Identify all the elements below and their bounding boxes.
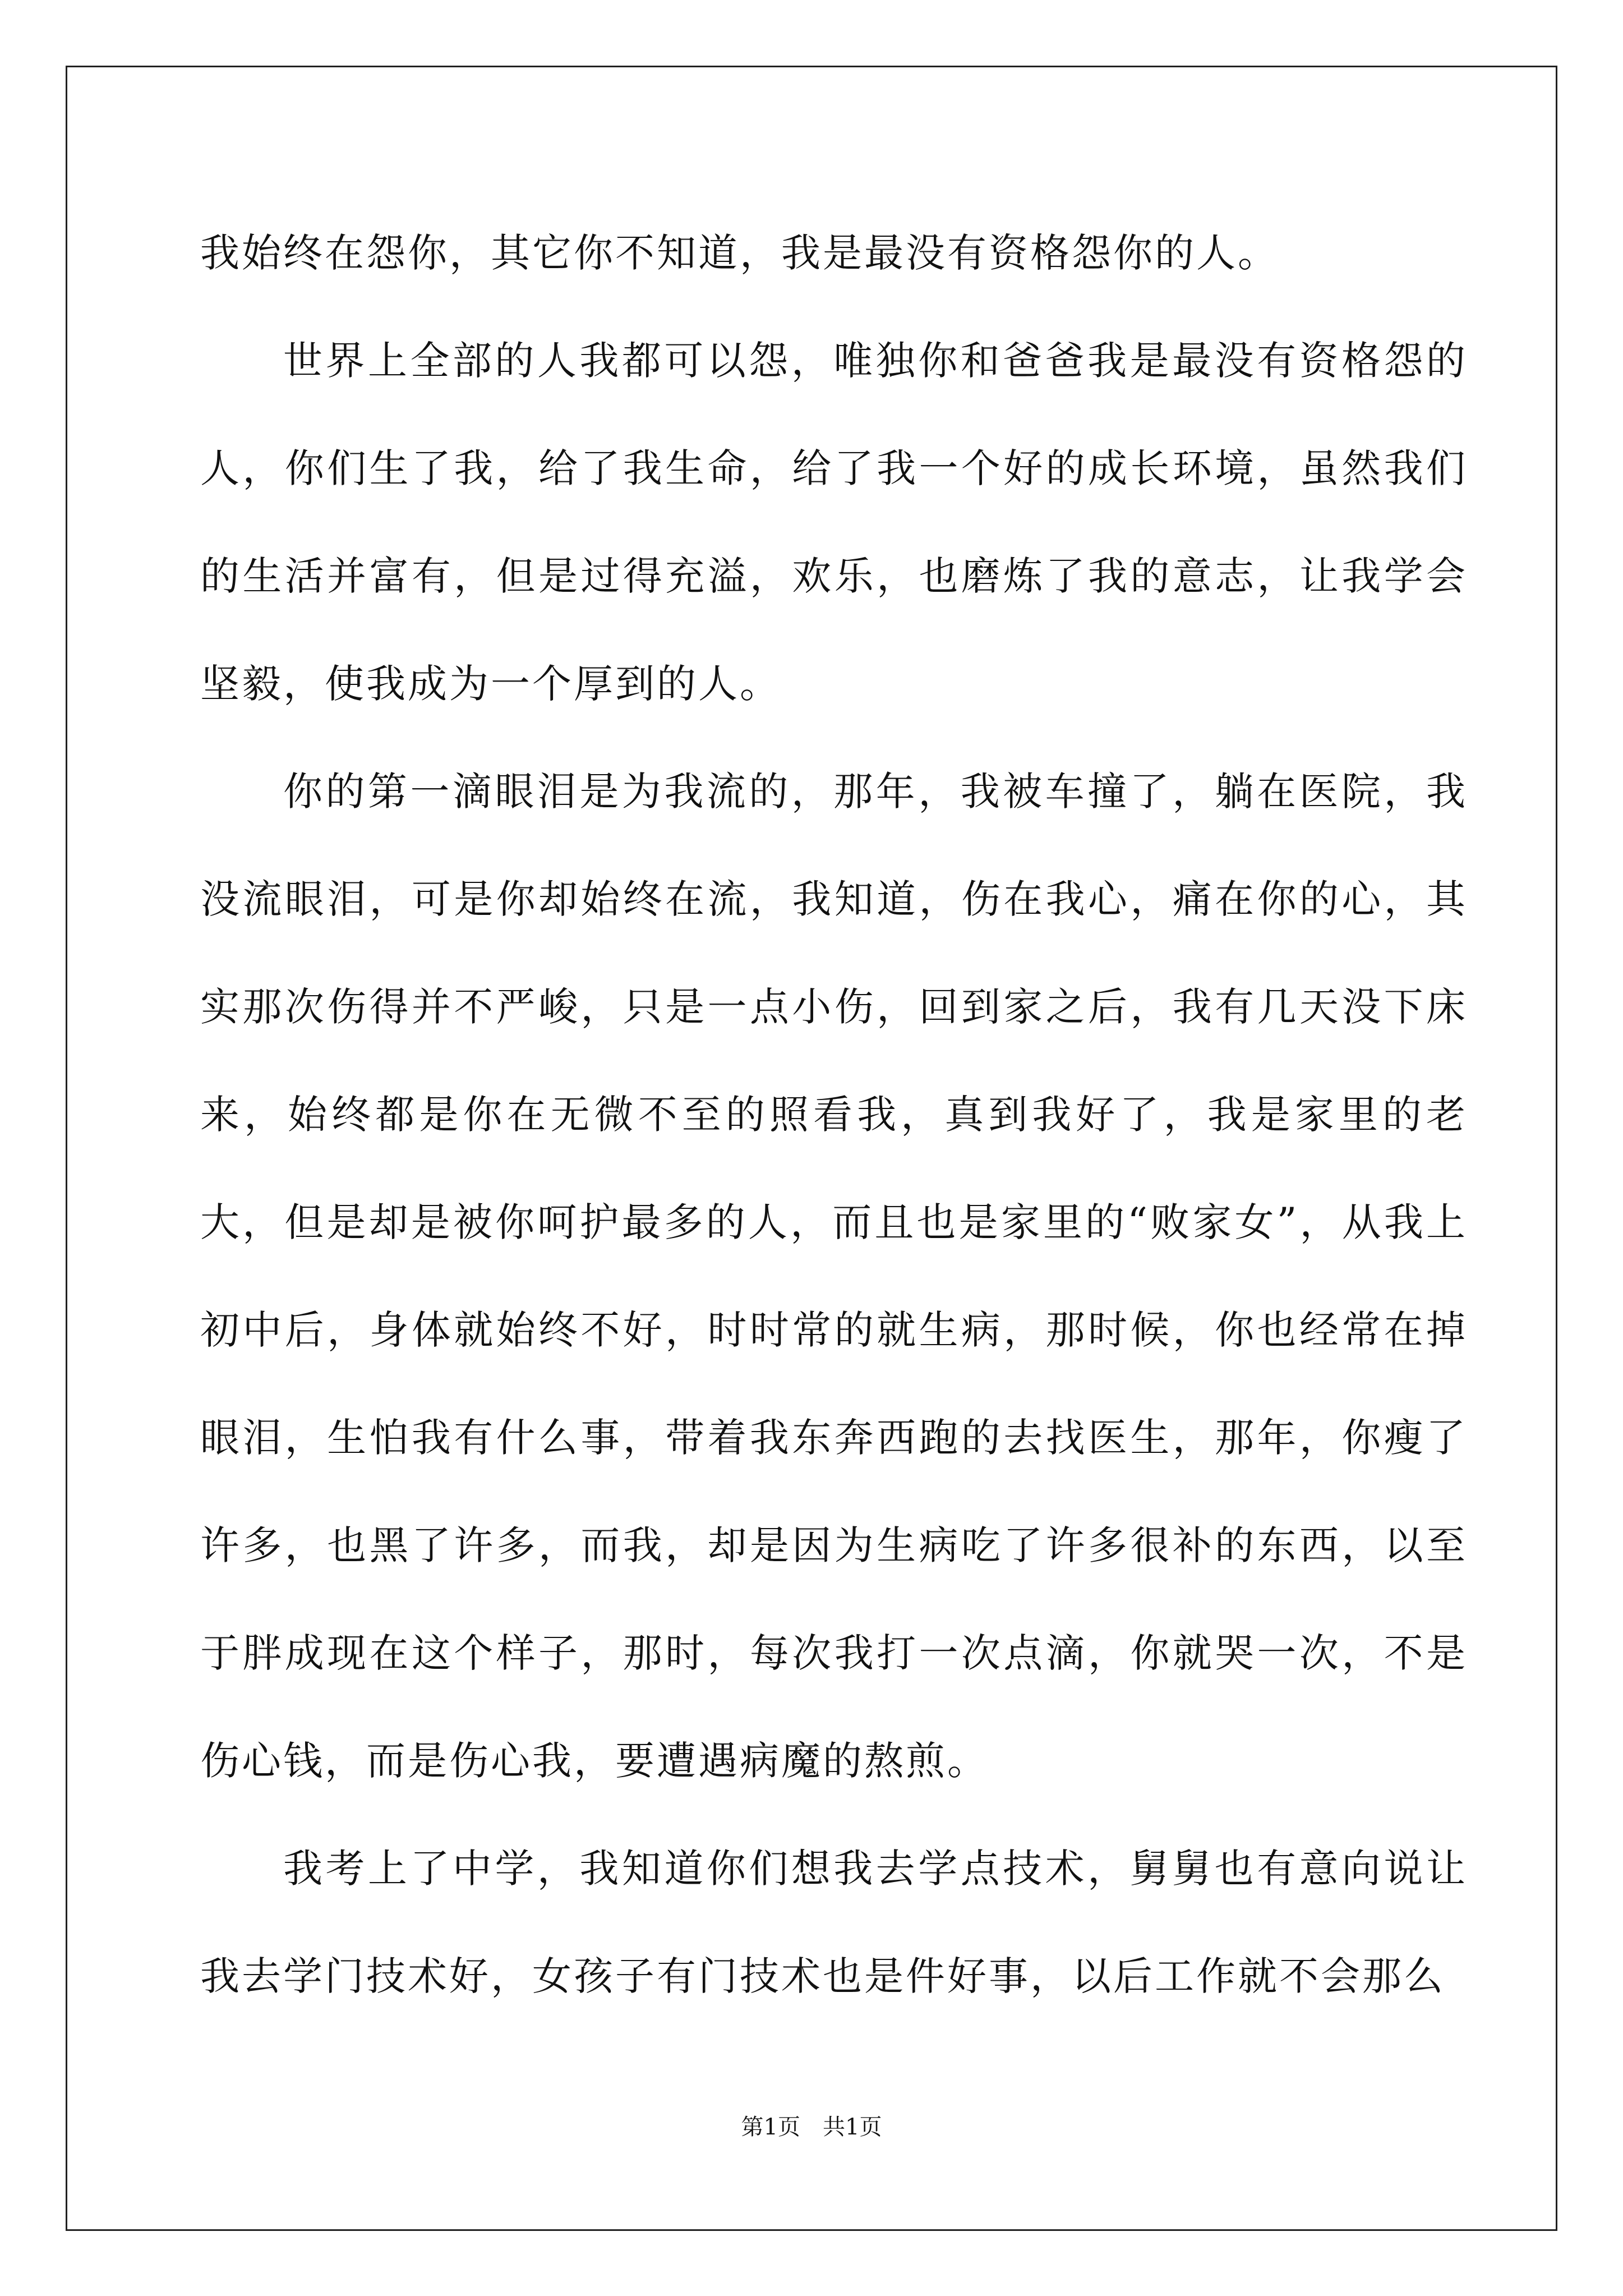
- page-number-total: 共1页: [823, 2114, 882, 2140]
- paragraph-2: 世界上全部的人我都可以怨，唯独你和爸爸我是最没有资格怨的人，你们生了我，给了我生命，给了我一个好的成长环境，虽然我们的生活并富有，但是过得充溢，欢乐，也磨炼了我的意志，让我学会坚毅，使我成为一个厚到的人。: [200, 338, 1468, 707]
- page-footer: [0, 2109, 1623, 2141]
- paragraph-1: 我始终在怨你，其它你不知道，我是最没有资格怨你的人。: [200, 230, 1279, 276]
- paragraph-3: 你的第一滴眼泪是为我流的，那年，我被车撞了，躺在医院，我没流眼泪，可是你却始终在流，我知道，伤在我心，痛在你的心，其实那次伤得并不严峻，只是一点小伤，回到家之后，我有几天没下床来，始终都是你在无微不至的照看我，真到我好了，我是家里的老大，但是却是被你呵护最多的人，而且也是家里的“败家女”，从我上初中后，身体就始终不好，时时常的就生病，那时候，你也经常在掉眼泪，生怕我有什么事，带着我东奔西跑的去找医生，那年，你瘦了许多，也黑了许多，而我，却是因为生病吃了许多很补的东西，以至于胖成现在这个样子，那时，每次我打一次点滴，你就哭一次，不是伤心钱，而是伤心我，要遭遇病魔的熬煎。: [200, 769, 1468, 1784]
- paragraph-4: 我考上了中学，我知道你们想我去学点技术，舅舅也有意向说让我去学门技术好，女孩子有门技术也是件好事，以后工作就不会那么: [200, 1846, 1468, 1999]
- document-body: [200, 199, 1468, 2030]
- page-number-current: 第1页: [741, 2114, 800, 2140]
